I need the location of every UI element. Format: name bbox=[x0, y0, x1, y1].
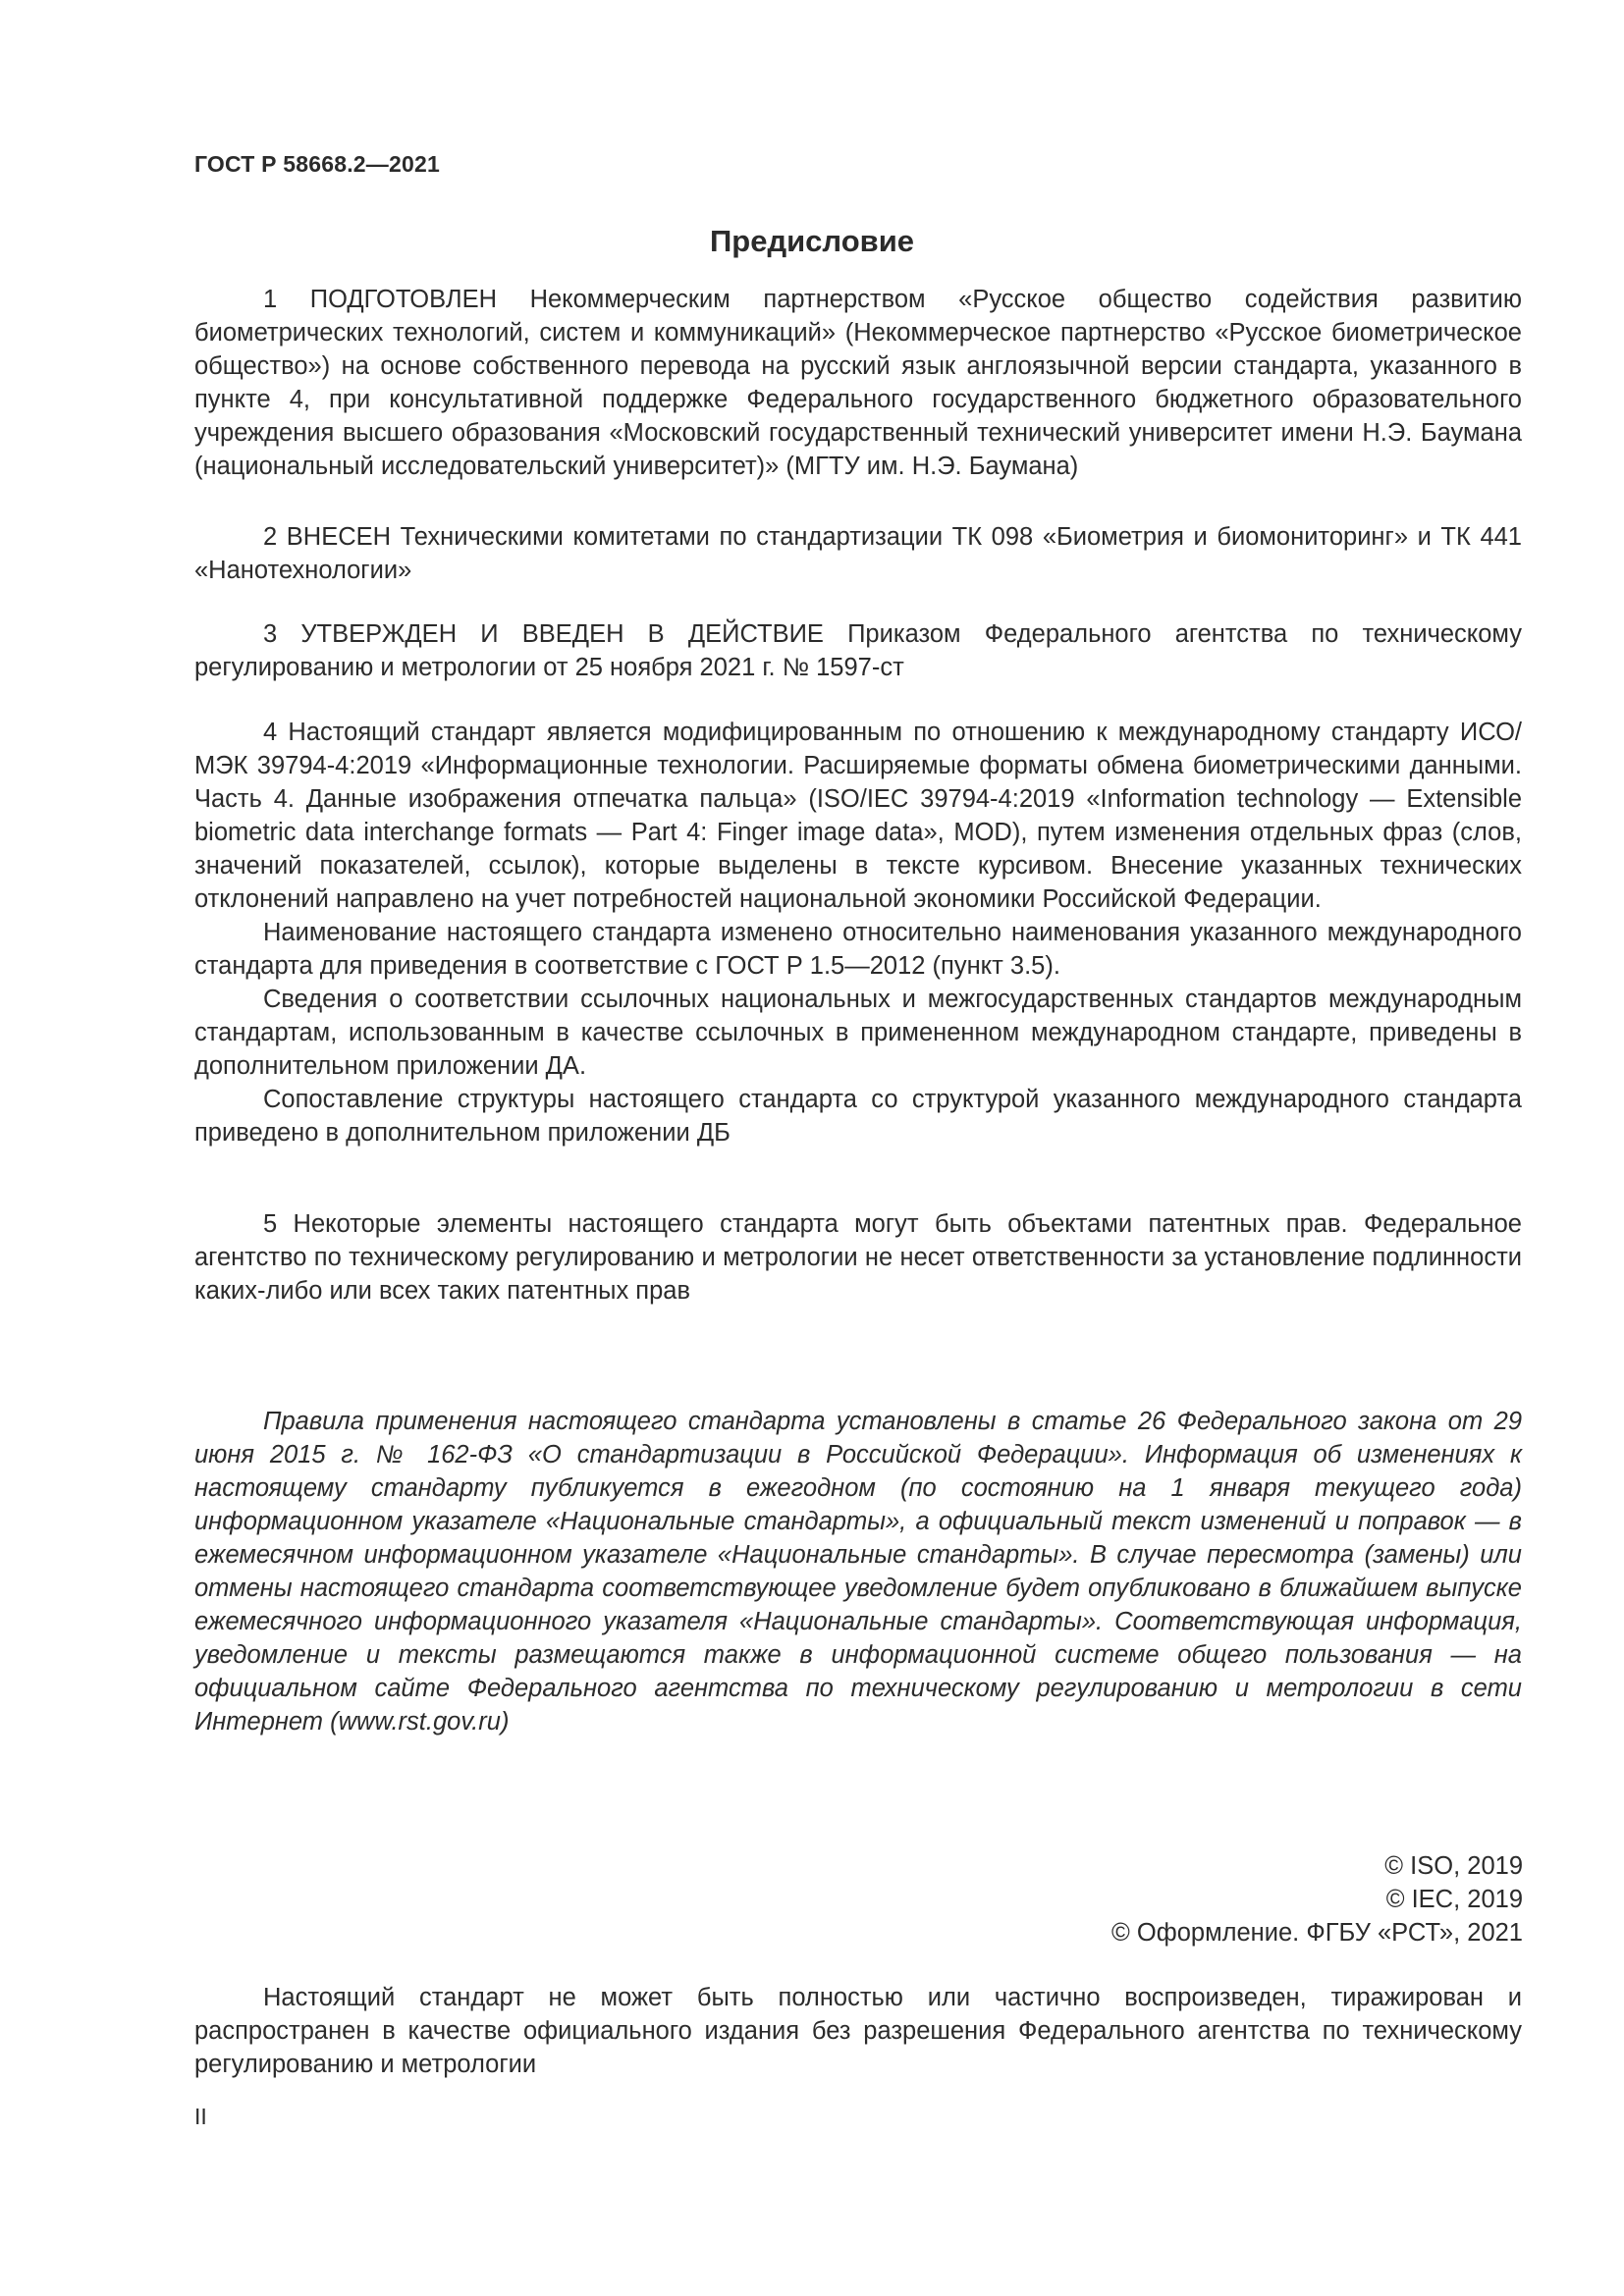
copyright-line: © Оформление. ФГБУ «РСТ», 2021 bbox=[1111, 1919, 1523, 1947]
paragraph: Сведения о соответствии ссылочных национальных и межгосударственных стандартов международным стандартам, использованным в качестве ссылочных в примененном международном стандарте, приведены в дополнительном приложении ДА. bbox=[194, 986, 1522, 1080]
foreword-section-approved bbox=[194, 617, 1522, 684]
page-number: II bbox=[194, 2104, 207, 2129]
paragraph: Сопоставление структуры настоящего стандарта со структурой указанного международного стандарта приведено в дополнительном приложении ДБ bbox=[194, 1086, 1522, 1147]
paragraph: Правила применения настоящего стандарта установлены в статье 26 Федерального закона от 29 июня 2015 г. № 162-ФЗ «О стандартизации в Российской Федерации». Информация об изменениях к настоящему стандарту публикуется в ежегодном (по состоянию на 1 января текущего года) информационном указателе «Национальные стандарты», а официальный текст изменений и поправок — в ежемесячном информационном указателе «Национальные стандарты». В случае пересмотра (замены) или отмены настоящего стандарта соответствующее уведомление будет опубликовано в ближайшем выпуске ежемесячного информационного указателя «Национальные стандарты». Соответствующая информация, уведомление и тексты размещаются также в информационной системе общего пользования — на официальном сайте Федерального агентства по техническому регулированию и метрологии в сети Интернет (www.rst.gov.ru) bbox=[194, 1408, 1522, 1735]
foreword-section-patents bbox=[194, 1207, 1522, 1308]
copyright-line: © IEC, 2019 bbox=[1385, 1886, 1523, 1913]
copyright-block bbox=[1111, 1849, 1523, 1949]
foreword-section-introduced bbox=[194, 520, 1522, 587]
page-title: Предисловие bbox=[709, 224, 914, 258]
paragraph: Наименование настоящего стандарта изменено относительно наименования указанного международного стандарта для приведения в соответствие с ГОСТ Р 1.5—2012 (пункт 3.5). bbox=[194, 919, 1522, 980]
reproduction-notice bbox=[194, 1981, 1522, 2081]
rules-notice bbox=[194, 1405, 1522, 1738]
paragraph: 3 УТВЕРЖДЕН И ВВЕДЕН В ДЕЙСТВИЕ Приказом Федерального агентства по техническому регулированию и метрологии от 25 ноября 2021 г. № 1597-ст bbox=[194, 620, 1522, 681]
paragraph: Настоящий стандарт не может быть полностью или частично воспроизведен, тиражирован и распространен в качестве официального издания без разрешения Федерального агентства по техническому регулированию и метрологии bbox=[194, 1984, 1522, 2078]
paragraph: 4 Настоящий стандарт является модифицированным по отношению к международному стандарту ИСО/МЭК 39794-4:2019 «Информационные технологии. Расширяемые форматы обмена биометрическими данными. Часть 4. Данные изображения отпечатка пальца» (ISO/IEC 39794-4:2019 «Information technology — Extensible biometric data interchange formats — Part 4: Finger image data», MOD), путем изменения отдельных фраз (слов, значений показателей, ссылок), которые выделены в тексте курсивом. Внесение указанных технических отклонений направлено на учет потребностей национальной экономики Российской Федерации. bbox=[194, 719, 1522, 913]
paragraph: 2 ВНЕСЕН Техническими комитетами по стандартизации ТК 098 «Биометрия и биомониторинг» и ТК 441 «Нанотехнологии» bbox=[194, 523, 1522, 584]
foreword-section-modification bbox=[194, 716, 1522, 1149]
paragraph: 5 Некоторые элементы настоящего стандарта могут быть объектами патентных прав. Федеральное агентство по техническому регулированию и метрологии не несет ответственности за установление подлинности каких-либо или всех таких патентных прав bbox=[194, 1210, 1522, 1305]
copyright-line: © ISO, 2019 bbox=[1384, 1852, 1523, 1880]
document-code: ГОСТ Р 58668.2—2021 bbox=[194, 151, 440, 177]
paragraph: 1 ПОДГОТОВЛЕН Некоммерческим партнерством «Русское общество содействия развитию биометрических технологий, систем и коммуникаций» (Некоммерческое партнерство «Русское биометрическое общество») на основе собственного перевода на русский язык англоязычной версии стандарта, указанного в пункте 4, при консультативной поддержке Федерального государственного бюджетного образовательного учреждения высшего образования «Московский государственный технический университет имени Н.Э. Баумана (национальный исследовательский университет)» (МГТУ им. Н.Э. Баумана) bbox=[194, 286, 1522, 480]
foreword-section-prepared bbox=[194, 283, 1522, 483]
